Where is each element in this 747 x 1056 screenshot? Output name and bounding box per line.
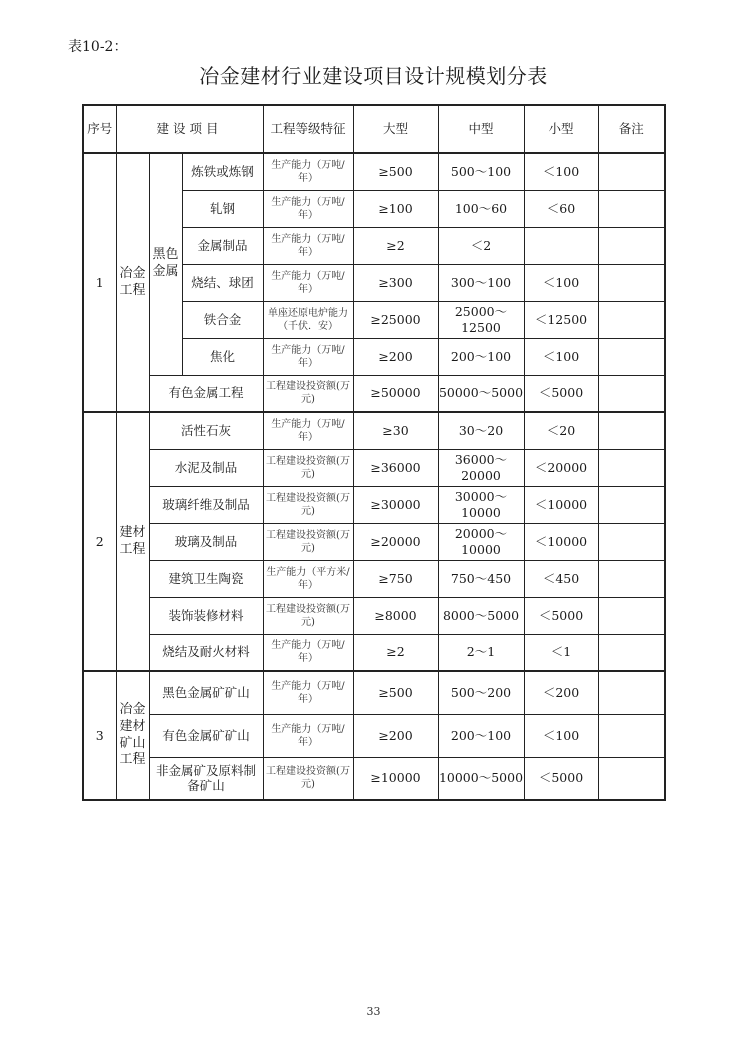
large-value: ≥10000 bbox=[353, 757, 438, 800]
grade-feature: 生产能力（万吨/年） bbox=[263, 671, 353, 714]
header-small: 小型 bbox=[524, 105, 598, 153]
grade-feature: 生产能力（万吨/年） bbox=[263, 714, 353, 757]
small-value bbox=[524, 227, 598, 264]
remarks-value bbox=[598, 190, 665, 227]
large-value: ≥25000 bbox=[353, 301, 438, 338]
medium-value: 200～100 bbox=[438, 338, 524, 375]
remarks-value bbox=[598, 671, 665, 714]
grade-feature: 生产能力（万吨/年） bbox=[263, 190, 353, 227]
header-project: 建设项目 bbox=[116, 105, 263, 153]
medium-value: 500～100 bbox=[438, 153, 524, 190]
header-index: 序号 bbox=[83, 105, 116, 153]
small-value: ＜20000 bbox=[524, 449, 598, 486]
item-name: 炼铁或炼钢 bbox=[182, 153, 263, 190]
medium-value: 8000～5000 bbox=[438, 597, 524, 634]
large-value: ≥30000 bbox=[353, 486, 438, 523]
table-row bbox=[83, 634, 665, 671]
medium-value: 10000～5000 bbox=[438, 757, 524, 800]
item-name: 玻璃及制品 bbox=[149, 523, 263, 560]
grade-feature: 生产能力（万吨/年） bbox=[263, 634, 353, 671]
remarks-value bbox=[598, 634, 665, 671]
grade-feature: 工程建设投资额(万元) bbox=[263, 757, 353, 800]
item-name: 黑色金属矿矿山 bbox=[149, 671, 263, 714]
header-grade-feature: 工程等级特征 bbox=[263, 105, 353, 153]
page-number: 33 bbox=[366, 1005, 381, 1018]
medium-value: ＜2 bbox=[438, 227, 524, 264]
small-value: ＜100 bbox=[524, 153, 598, 190]
large-value: ≥750 bbox=[353, 560, 438, 597]
table-row bbox=[83, 714, 665, 757]
item-name: 水泥及制品 bbox=[149, 449, 263, 486]
remarks-value bbox=[598, 757, 665, 800]
table-row bbox=[83, 671, 665, 714]
small-value: ＜200 bbox=[524, 671, 598, 714]
item-name: 装饰装修材料 bbox=[149, 597, 263, 634]
remarks-value bbox=[598, 264, 665, 301]
remarks-value bbox=[598, 714, 665, 757]
large-value: ≥200 bbox=[353, 714, 438, 757]
item-name: 建筑卫生陶瓷 bbox=[149, 560, 263, 597]
small-value: ＜5000 bbox=[524, 375, 598, 412]
table-row bbox=[83, 449, 665, 486]
table-caption: 表10-2： bbox=[68, 39, 128, 55]
subgroup-name: 黑色金属 bbox=[149, 153, 182, 375]
item-name: 有色金属工程 bbox=[149, 375, 263, 412]
large-value: ≥200 bbox=[353, 338, 438, 375]
header-row bbox=[83, 105, 665, 153]
remarks-value bbox=[598, 597, 665, 634]
item-name: 轧钢 bbox=[182, 190, 263, 227]
small-value: ＜5000 bbox=[524, 597, 598, 634]
grade-feature: 生产能力（平方米/年） bbox=[263, 560, 353, 597]
small-value: ＜100 bbox=[524, 264, 598, 301]
scale-classification-table bbox=[82, 104, 666, 801]
large-value: ≥20000 bbox=[353, 523, 438, 560]
medium-value: 50000～5000 bbox=[438, 375, 524, 412]
table-row bbox=[83, 523, 665, 560]
item-name: 铁合金 bbox=[182, 301, 263, 338]
medium-value: 36000～20000 bbox=[438, 449, 524, 486]
medium-value: 20000～10000 bbox=[438, 523, 524, 560]
remarks-value bbox=[598, 153, 665, 190]
grade-feature: 生产能力（万吨/年） bbox=[263, 338, 353, 375]
grade-feature: 生产能力（万吨/年） bbox=[263, 153, 353, 190]
small-value: ＜12500 bbox=[524, 301, 598, 338]
large-value: ≥2 bbox=[353, 227, 438, 264]
grade-feature: 工程建设投资额(万元) bbox=[263, 523, 353, 560]
section-category: 建材工程 bbox=[116, 412, 149, 671]
remarks-value bbox=[598, 523, 665, 560]
medium-value: 25000～12500 bbox=[438, 301, 524, 338]
medium-value: 300～100 bbox=[438, 264, 524, 301]
large-value: ≥50000 bbox=[353, 375, 438, 412]
medium-value: 30～20 bbox=[438, 412, 524, 449]
item-name: 金属制品 bbox=[182, 227, 263, 264]
item-name: 焦化 bbox=[182, 338, 263, 375]
remarks-value bbox=[598, 486, 665, 523]
section-index: 2 bbox=[83, 412, 116, 671]
medium-value: 30000～10000 bbox=[438, 486, 524, 523]
table-row bbox=[83, 412, 665, 449]
medium-value: 750～450 bbox=[438, 560, 524, 597]
section-index: 1 bbox=[83, 153, 116, 412]
large-value: ≥100 bbox=[353, 190, 438, 227]
large-value: ≥30 bbox=[353, 412, 438, 449]
grade-feature: 单座还原电炉能力（千伏．安） bbox=[263, 301, 353, 338]
item-name: 烧结及耐火材料 bbox=[149, 634, 263, 671]
item-name: 活性石灰 bbox=[149, 412, 263, 449]
section-category: 冶金工程 bbox=[116, 153, 149, 412]
item-name: 烧结、球团 bbox=[182, 264, 263, 301]
table-row bbox=[83, 597, 665, 634]
grade-feature: 工程建设投资额(万元) bbox=[263, 375, 353, 412]
header-large: 大型 bbox=[353, 105, 438, 153]
small-value: ＜20 bbox=[524, 412, 598, 449]
grade-feature: 工程建设投资额(万元) bbox=[263, 597, 353, 634]
remarks-value bbox=[598, 338, 665, 375]
remarks-value bbox=[598, 375, 665, 412]
remarks-value bbox=[598, 227, 665, 264]
remarks-value bbox=[598, 301, 665, 338]
large-value: ≥2 bbox=[353, 634, 438, 671]
remarks-value bbox=[598, 412, 665, 449]
header-remarks: 备注 bbox=[598, 105, 665, 153]
large-value: ≥300 bbox=[353, 264, 438, 301]
small-value: ＜1 bbox=[524, 634, 598, 671]
grade-feature: 工程建设投资额(万元) bbox=[263, 486, 353, 523]
medium-value: 2～1 bbox=[438, 634, 524, 671]
small-value: ＜100 bbox=[524, 714, 598, 757]
item-name: 玻璃纤维及制品 bbox=[149, 486, 263, 523]
medium-value: 100～60 bbox=[438, 190, 524, 227]
large-value: ≥36000 bbox=[353, 449, 438, 486]
medium-value: 500～200 bbox=[438, 671, 524, 714]
table-row bbox=[83, 153, 665, 190]
large-value: ≥500 bbox=[353, 153, 438, 190]
small-value: ＜5000 bbox=[524, 757, 598, 800]
page-title: 冶金建材行业建设项目设计规模划分表 bbox=[199, 64, 548, 88]
medium-value: 200～100 bbox=[438, 714, 524, 757]
grade-feature: 工程建设投资额(万元) bbox=[263, 449, 353, 486]
small-value: ＜100 bbox=[524, 338, 598, 375]
table-row bbox=[83, 757, 665, 800]
small-value: ＜60 bbox=[524, 190, 598, 227]
remarks-value bbox=[598, 449, 665, 486]
small-value: ＜10000 bbox=[524, 486, 598, 523]
section-category: 冶金建材矿山工程 bbox=[116, 671, 149, 800]
large-value: ≥500 bbox=[353, 671, 438, 714]
section-index: 3 bbox=[83, 671, 116, 800]
item-name: 有色金属矿矿山 bbox=[149, 714, 263, 757]
grade-feature: 生产能力（万吨/年） bbox=[263, 227, 353, 264]
remarks-value bbox=[598, 560, 665, 597]
item-name: 非金属矿及原料制备矿山 bbox=[149, 757, 263, 800]
header-medium: 中型 bbox=[438, 105, 524, 153]
grade-feature: 生产能力（万吨/年） bbox=[263, 412, 353, 449]
table-row bbox=[83, 560, 665, 597]
small-value: ＜10000 bbox=[524, 523, 598, 560]
large-value: ≥8000 bbox=[353, 597, 438, 634]
table-row bbox=[83, 486, 665, 523]
small-value: ＜450 bbox=[524, 560, 598, 597]
table-row bbox=[83, 375, 665, 412]
grade-feature: 生产能力（万吨/年） bbox=[263, 264, 353, 301]
